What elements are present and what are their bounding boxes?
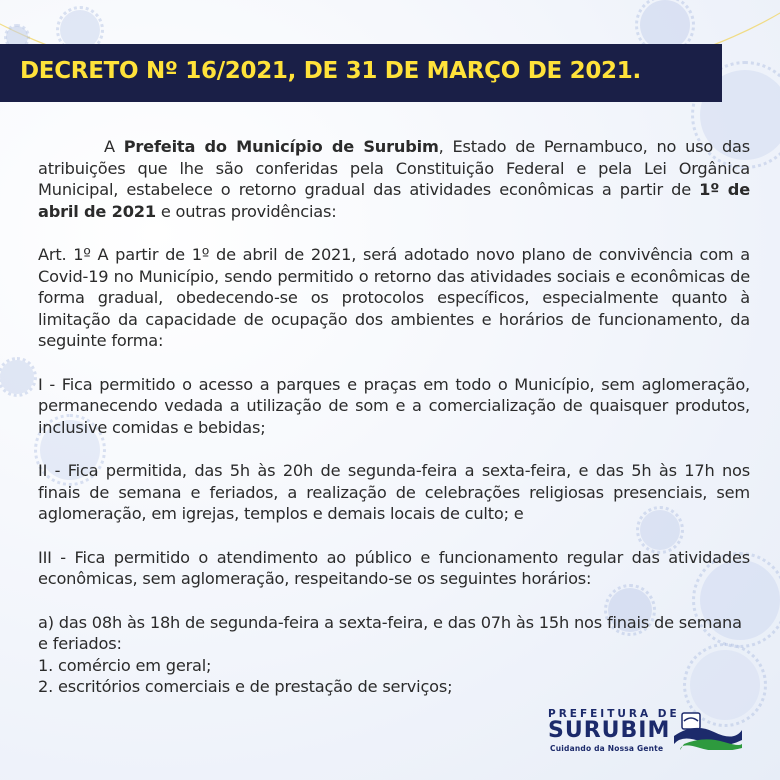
logo-tagline: Cuidando da Nossa Gente (550, 744, 664, 753)
virus-decoration-icon (0, 360, 34, 394)
intro-text-3: e outras providências: (155, 201, 337, 221)
alinea-a: a) das 08h às 18h de segunda-feira a sexta-feira, e das 07h às 15h nos finais de semana e feriados: (38, 612, 742, 653)
intro-text-1: A (104, 137, 124, 156)
logo-emblem-icon (674, 710, 742, 750)
prefeitura-logo (548, 708, 748, 758)
list-item-1: 1. comércio em geral; (38, 655, 212, 675)
page-title: DECRETO Nº 16/2021, DE 31 DE MARÇO DE 2021. (20, 58, 641, 84)
inciso-1: I - Fica permitido o acesso a parques e praças em todo o Município, sem aglomeração, permanecendo vedada a utilização de som e a comercialização de quaisquer produtos, inclusive comidas e bebidas; (38, 374, 750, 437)
intro-bold-1: Prefeita do Município de Surubim (123, 137, 439, 156)
logo-top-text: PREFEITURA DE (548, 708, 680, 720)
virus-decoration-icon (640, 0, 690, 50)
inciso-2: II - Fica permitida, das 5h às 20h de segunda-feira a sexta-feira, e das 5h às 17h nos finais de semana e feriados, a realização de celebrações religiosas presenciais, sem aglomeração, em igrejas, templos e demais locais de culto; e (38, 461, 750, 523)
intro-bold-2: 1º de abril de 2021 (38, 180, 750, 221)
logo-main-text: SURUBIM (548, 718, 671, 743)
intro-text-2: , Estado de Pernambuco, no uso das atribuições que lhe são conferidas pela Constituição Federal e pela Lei Orgânica Municipal, estabelece o retorno gradual das atividades econômicas a partir de (38, 137, 750, 199)
decree-body (38, 136, 750, 698)
inciso-3: III - Fica permitido o atendimento ao público e funcionamento regular das atividades econômicas, sem aglomeração, respeitando-se os seguintes horários: (38, 547, 750, 588)
intro-paragraph (38, 136, 750, 222)
list-item-2: 2. escritórios comerciais e de prestação de serviços; (38, 677, 453, 696)
article-1: Art. 1º A partir de 1º de abril de 2021, será adotado novo plano de convivência com a Covid-19 no Município, sendo permitido o retorno das atividades sociais e econômicas de forma gradual, obedecendo-se os protocolos específicos, especialmente quanto à limitação da capacidade de ocupação dos ambientes e horários de funcionamento, da seguinte forma: (38, 245, 750, 350)
title-banner (0, 44, 722, 102)
